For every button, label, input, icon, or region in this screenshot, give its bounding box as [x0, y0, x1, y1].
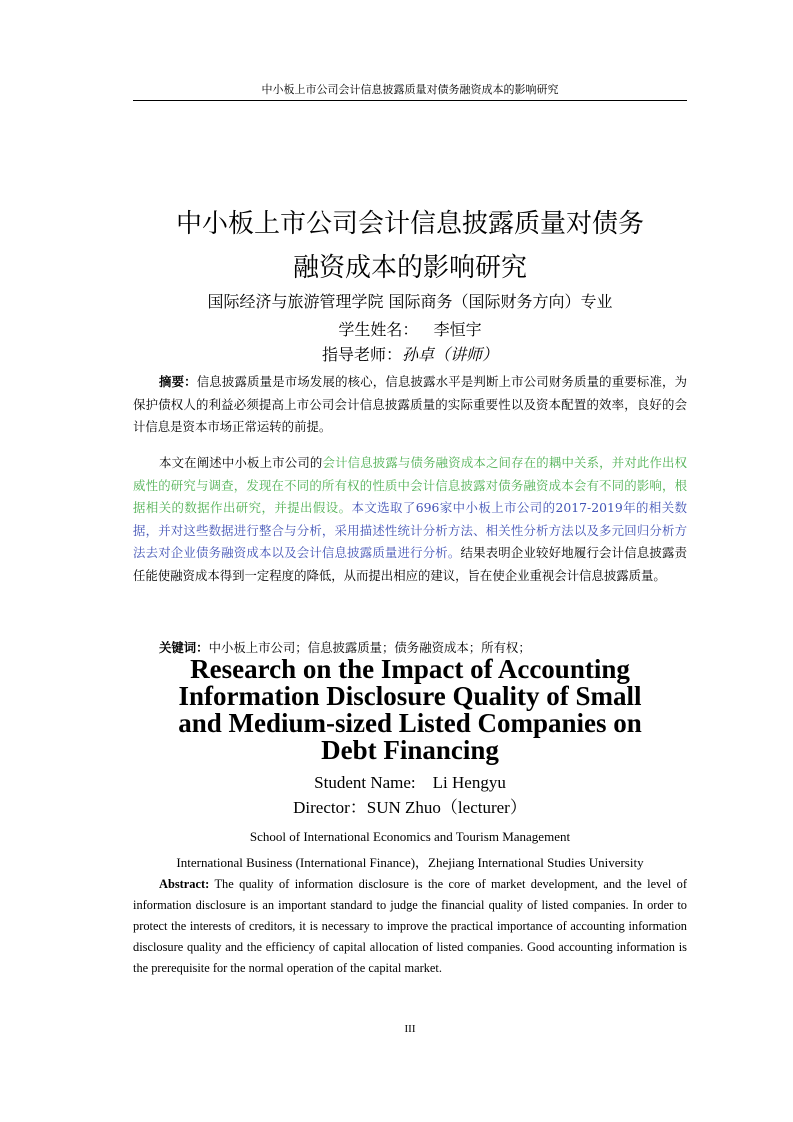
english-school: School of International Economics and Tourism Management	[249, 829, 571, 844]
chinese-advisor-label: 指导老师：	[321, 345, 402, 364]
chinese-body-blue-highlight: 本文选取了696家中小板上市公司的2017-2019年的相关数据，并对这些数据进行整合与分析，采用描述性统计分析方法、相关性分析方法以及多元回归分析方法去对企业债务融资成本以及会计信息披露质量进行分析。	[133, 500, 687, 561]
chinese-student-label: 学生姓名：	[338, 320, 419, 339]
english-title-line-2: Information Disclosure Quality of Small	[178, 681, 642, 711]
english-abstract-label: Abstract:	[159, 877, 210, 891]
english-student-line	[110, 771, 710, 795]
english-student-name: Li Hengyu	[432, 773, 506, 792]
page-number: III	[404, 1023, 416, 1035]
chinese-body-part-1: 本文在阐述中小板上市公司的	[159, 455, 323, 470]
chinese-keywords-label: 关键词：	[159, 640, 209, 655]
english-abstract	[133, 874, 687, 979]
chinese-advisor-line	[110, 343, 710, 367]
chinese-body-part-4: 结果表明企业较好地履行会计信息披露责任能使融资成本得到一定程度的降低，从而提出相应的建议，旨在使企业重视会计信息披露质量。	[133, 545, 687, 583]
english-director-line	[110, 796, 710, 820]
chinese-title-line-1: 中小板上市公司会计信息披露质量对债务	[175, 209, 644, 239]
chinese-abstract-text: 信息披露质量是市场发展的核心，信息披露水平是判断上市公司财务质量的重要标准，为保护债权人的利益必须提高上市公司会计信息披露质量的实际重要性以及资本配置的效率，良好的会计信息是资本市场正常运转的前提。	[133, 374, 688, 435]
chinese-student-line	[110, 318, 710, 342]
english-director-name: SUN Zhuo（lecturer）	[366, 798, 527, 817]
chinese-school-major: 国际经济与旅游管理学院 国际商务（国际财务方向）专业	[207, 292, 613, 311]
english-university: International Business (International Finance)，Zhejiang International Studies University	[176, 855, 644, 870]
chinese-title	[100, 202, 720, 290]
english-title-line-1: Research on the Impact of Accounting	[190, 654, 630, 684]
english-abstract-text: The quality of information disclosure is the core of market development, and the level of information disclosure is an important standard to judge the financial quality of listed companies. In order to protect the interests of creditors, it is necessary to improve the practical importance of accounting information disclosure quality and the efficiency of capital allocation of listed companies. Good accounting information is the prerequisite for the normal operation of the capital market.	[133, 877, 688, 975]
chinese-body-green-highlight: 会计信息披露与债务融资成本之间存在的耦中关系，并对此作出权威性的研究与调查，发现在不同的所有权的性质中会计信息披露对债务融资成本会有不同的影响，根据相关的数据作出研究，并提出假设。	[133, 455, 688, 516]
english-title	[120, 656, 700, 764]
english-student-label: Student Name:	[314, 773, 416, 792]
running-header: 中小板上市公司会计信息披露质量对债务融资成本的影响研究	[261, 83, 559, 96]
chinese-keywords-text: 中小板上市公司；信息披露质量；债务融资成本；所有权；	[208, 640, 531, 655]
chinese-title-line-2: 融资成本的影响研究	[292, 253, 527, 283]
chinese-body-paragraph	[133, 452, 687, 588]
chinese-advisor-name: 孙卓（讲师）	[402, 345, 499, 364]
chinese-abstract	[133, 371, 687, 439]
english-director-label: Director：	[293, 798, 367, 817]
english-title-line-3: and Medium-sized Listed Companies on	[178, 708, 642, 738]
chinese-student-name: 李恒宇	[433, 320, 482, 339]
chinese-abstract-label: 摘要：	[159, 374, 197, 389]
header-rule	[133, 100, 687, 101]
english-title-line-4: Debt Financing	[321, 735, 499, 765]
